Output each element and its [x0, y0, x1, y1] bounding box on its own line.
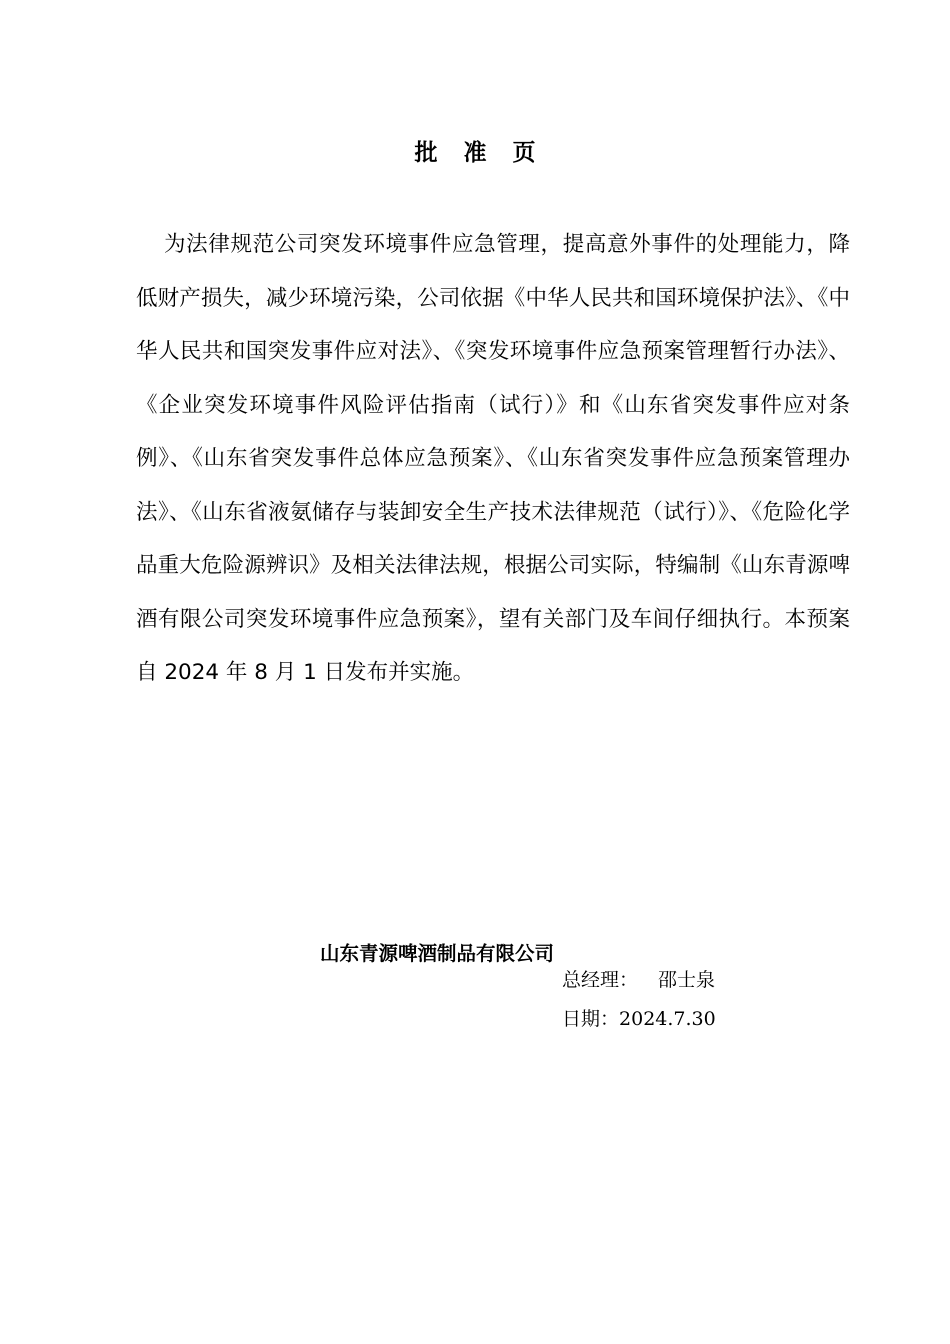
date-label: 日期： [562, 1008, 620, 1030]
page-title: 批准页 [414, 140, 562, 166]
general-manager-label: 总经理： [562, 969, 639, 991]
general-manager-signature [562, 967, 715, 993]
company-name: 山东青源啤酒制品有限公司 [320, 942, 555, 965]
approval-date [562, 1006, 716, 1032]
approval-statement: 为法律规范公司突发环境事件应急管理，提高意外事件的处理能力，降低财产损失，减少环境污染，公司依据《中华人民共和国环境保护法》、《中华人民共和国突发事件应对法》、《突发环境事件应急预案管理暂行办法》、《企业突发环境事件风险评估指南（试行）》和《山东省突发事件应对条例》、《山东省突发事件总体应急预案》、《山东省突发事件应急预案管理办法》、《山东省液氨储存与装卸安全生产技术法律规范（试行）》、《危险化学品重大危险源辨识》及相关法律法规，根据公司实际，特编制《山东青源啤酒有限公司突发环境事件应急预案》，望有关部门及车间仔细执行。本预案自 2024 年 8 月 1 日发布并实施。 [136, 232, 850, 685]
date-value: 2024.7.30 [619, 1008, 716, 1030]
general-manager-name: 邵士泉 [658, 969, 716, 991]
